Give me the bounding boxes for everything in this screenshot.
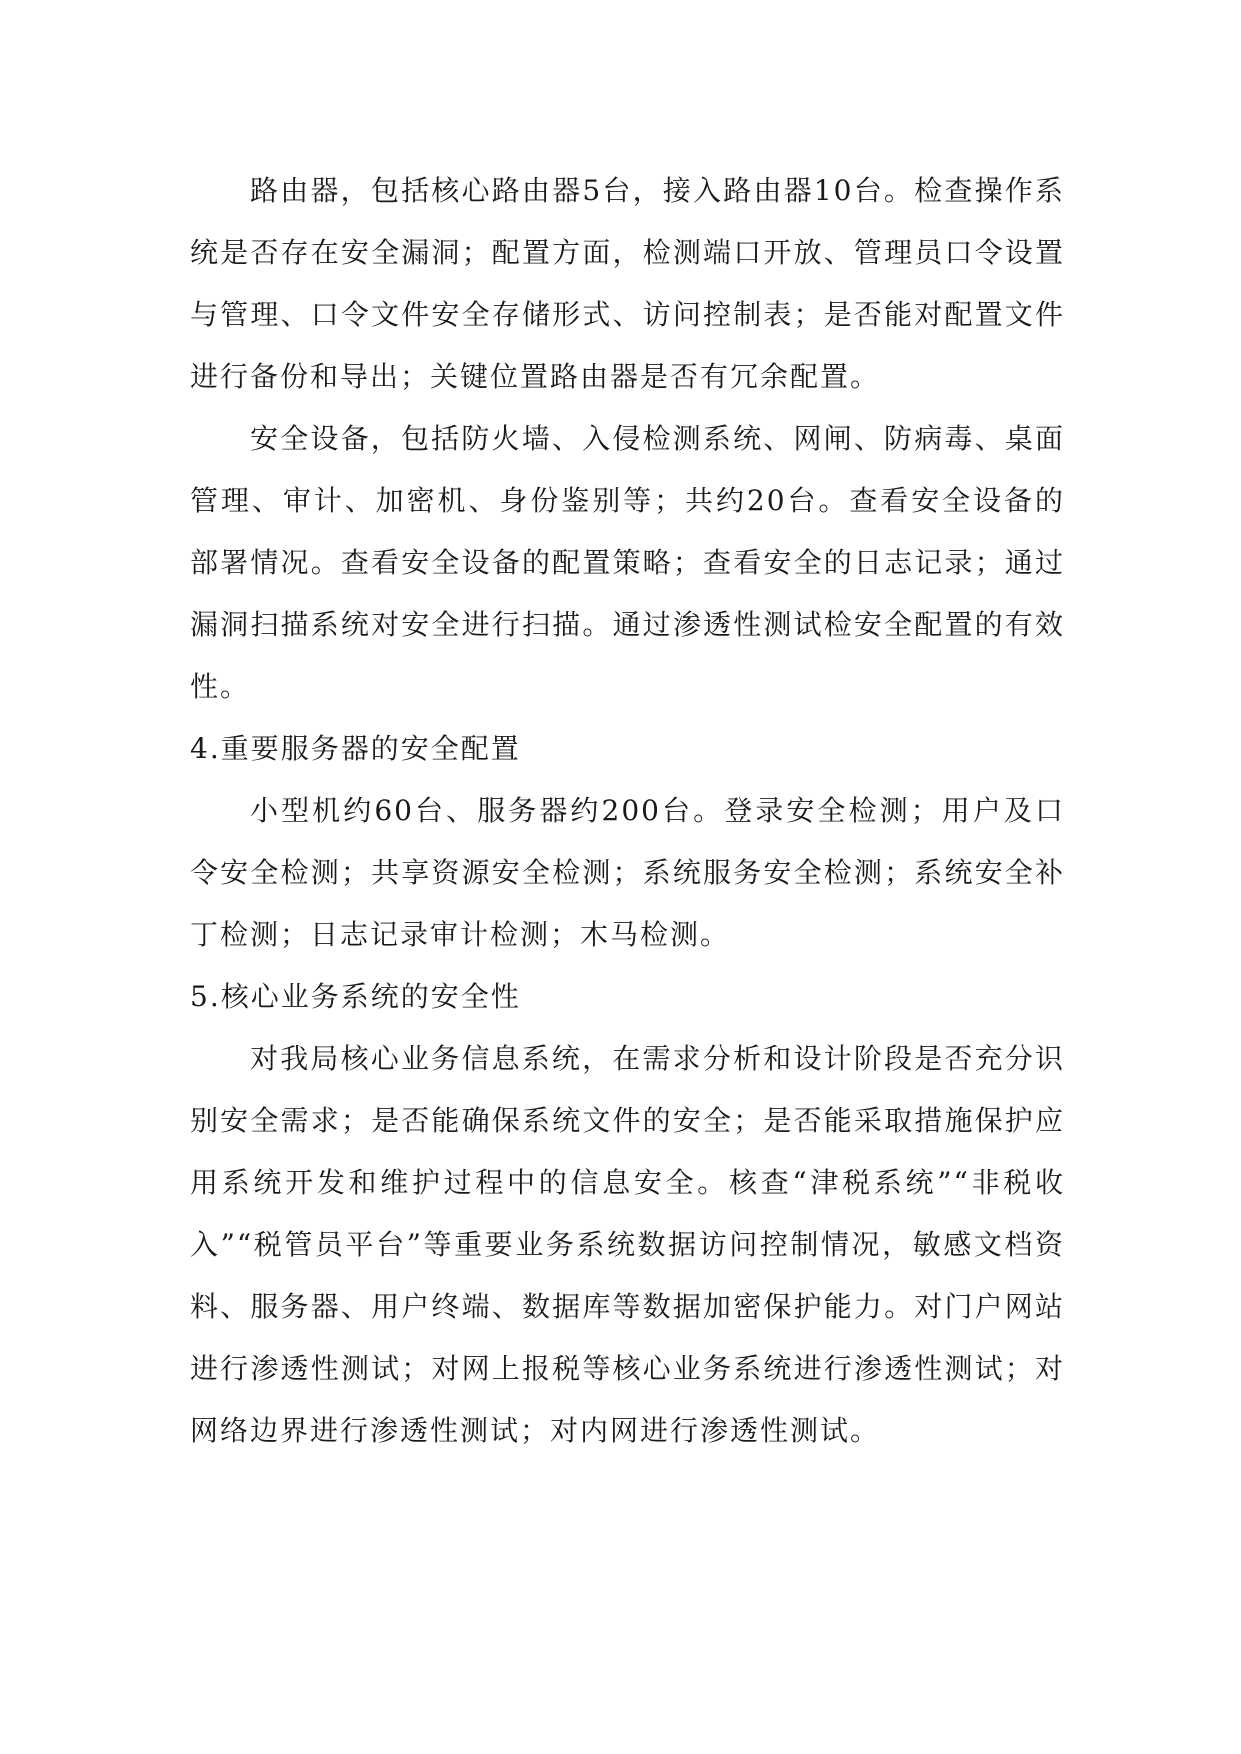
- paragraph-core-systems: 对我局核心业务信息系统，在需求分析和设计阶段是否充分识别安全需求；是否能确保系统文件的安全；是否能采取措施保护应用系统开发和维护过程中的信息安全。核查“津税系统”“非税收入”“税管员平台”等重要业务系统数据访问控制情况，敏感文档资料、服务器、用户终端、数据库等数据加密保护能力。对门户网站进行渗透性测试；对网上报税等核心业务系统进行渗透性测试；对网络边界进行渗透性测试；对内网进行渗透性测试。: [190, 1042, 1065, 1447]
- section-heading-4: 4.重要服务器的安全配置: [190, 732, 521, 765]
- document-body: [190, 160, 1065, 1462]
- paragraph-servers: 小型机约60台、服务器约200台。登录安全检测；用户及口令安全检测；共享资源安全检测；系统服务安全检测；系统安全补丁检测；日志记录审计检测；木马检测。: [190, 794, 1065, 951]
- paragraph-security-devices: 安全设备，包括防火墙、入侵检测系统、网闸、防病毒、桌面管理、审计、加密机、身份鉴别等；共约20台。查看安全设备的部署情况。查看安全设备的配置策略；查看安全的日志记录；通过漏洞扫描系统对安全进行扫描。通过渗透性测试检安全配置的有效性。: [190, 422, 1065, 703]
- paragraph-routers: 路由器，包括核心路由器5台，接入路由器10台。检查操作系统是否存在安全漏洞；配置方面，检测端口开放、管理员口令设置与管理、口令文件安全存储形式、访问控制表；是否能对配置文件进行备份和导出；关键位置路由器是否有冗余配置。: [190, 174, 1065, 393]
- section-heading-5: 5.核心业务系统的安全性: [190, 980, 521, 1013]
